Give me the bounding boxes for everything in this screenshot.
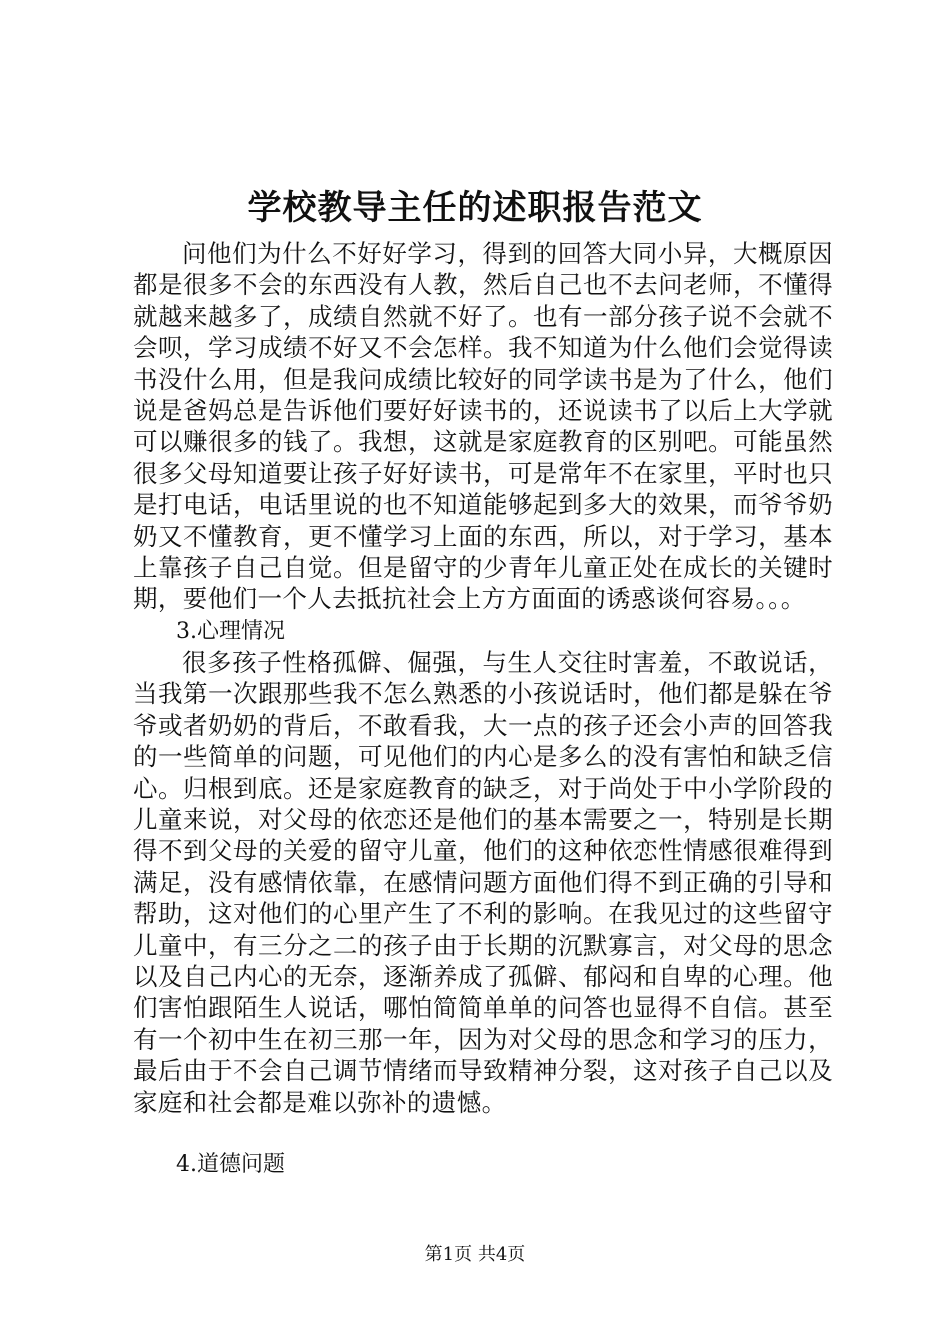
- document-title: 学校教导主任的述职报告范文: [247, 188, 703, 228]
- body-paragraph-2: 很多孩子性格孤僻、倔强，与生人交往时害羞，不敢说话，当我第一次跟那些我不怎么熟悉的小孩说话时，他们都是躲在爷爷或者奶奶的背后，不敢看我，大一点的孩子还会小声的回答我的一些简单的问题，可见他们的内心是多么的没有害怕和缺乏信心。归根到底。还是家庭教育的缺乏，对于尚处于中小学阶段的儿童来说，对父母的依恋还是他们的基本需要之一，特别是长期得不到父母的关爱的留守儿童，他们的这种依恋性情感很难得到满足，没有感情依靠，在感情问题方面他们得不到正确的引导和帮助，这对他们的心里产生了不利的影响。在我见过的这些留守儿童中，有三分之二的孩子由于长期的沉默寡言，对父母的思念以及自己内心的无奈，逐渐养成了孤僻、郁闷和自卑的心理。他们害怕跟陌生人说话，哪怕简简单单的问答也显得不自信。甚至有一个初中生在初三那一年，因为对父母的思念和学习的压力，最后由于不会自己调节情绪而导致精神分裂，这对孩子自己以及家庭和社会都是难以弥补的遗憾。: [133, 648, 833, 1117]
- page-footer: 第1页 共4页: [424, 1244, 526, 1265]
- section-heading-3: 3.心理情况: [176, 619, 285, 644]
- body-paragraph-1: 问他们为什么不好好学习，得到的回答大同小异，大概原因都是很多不会的东西没有人教，然后自己也不去问老师，不懂得就越来越多了，成绩自然就不好了。也有一部分孩子说不会就不会呗，学习成绩不好又不会怎样。我不知道为什么他们会觉得读书没什么用，但是我问成绩比较好的同学读书是为了什么，他们说是爸妈总是告诉他们要好好读书的，还说读书了以后上大学就可以赚很多的钱了。我想，这就是家庭教育的区别吧。可能虽然很多父母知道要让孩子好好读书，可是常年不在家里，平时也只是打电话，电话里说的也不知道能够起到多大的效果，而爷爷奶奶又不懂教育，更不懂学习上面的东西，所以，对于学习，基本上靠孩子自己自觉。但是留守的少青年儿童正处在成长的关键时期，要他们一个人去抵抗社会上方方面面的诱惑谈何容易。。。: [133, 239, 833, 614]
- section-heading-4: 4.道德问题: [176, 1152, 285, 1177]
